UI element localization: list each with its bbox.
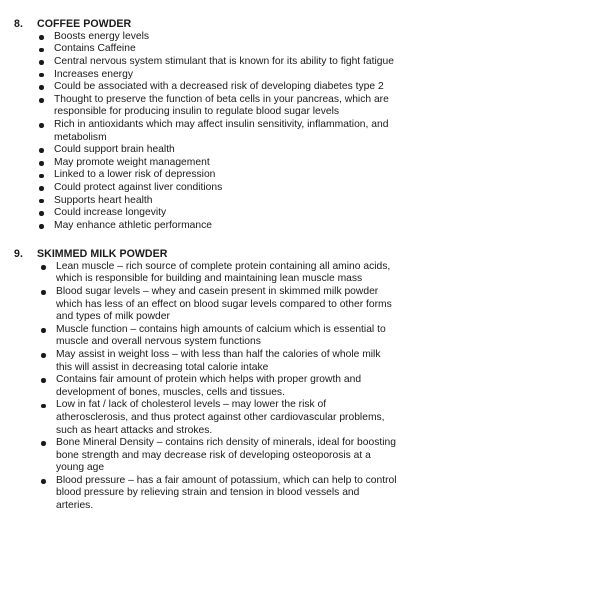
section-skimmed-milk-powder: [0, 248, 600, 513]
list-item: [0, 81, 600, 94]
bullet-icon: [41, 378, 46, 383]
list-item: [0, 475, 600, 513]
list-item: [0, 69, 600, 82]
list-item: [0, 94, 600, 119]
list-item: [0, 119, 600, 144]
bullet-icon: [39, 174, 44, 179]
list-item: [0, 220, 600, 233]
list-item-text: Low in fat / lack of cholesterol levels – may lower the risk of atherosclerosis, and thus protect against other cardiovascular problems, such as heart attacks and strokes.: [56, 399, 385, 436]
section-number: 9.: [14, 248, 23, 260]
list-item-text: May enhance athletic performance: [54, 219, 212, 231]
list-item: [0, 169, 600, 182]
benefit-list: [0, 31, 600, 233]
bullet-icon: [41, 265, 46, 270]
bullet-icon: [39, 186, 44, 191]
bullet-icon: [39, 148, 44, 153]
section-heading: [0, 18, 600, 31]
bullet-icon: [41, 290, 46, 295]
section-coffee-powder: [0, 18, 600, 232]
list-item-text: Central nervous system stimulant that is known for its ability to fight fatigue: [54, 55, 394, 67]
bullet-icon: [39, 73, 44, 78]
list-item-text: Rich in antioxidants which may affect insulin sensitivity, inflammation, and metabolism: [54, 118, 389, 143]
bullet-icon: [39, 48, 44, 53]
list-item-text: Contains fair amount of protein which helps with proper growth and development of bones, muscles, cells and tissues.: [56, 374, 362, 398]
list-item: [0, 56, 600, 69]
list-item: [0, 207, 600, 220]
list-item: [0, 324, 600, 349]
list-item-text: Muscle function – contains high amounts of calcium which is essential to muscle and overall nervous system functions: [56, 323, 386, 348]
list-item: [0, 349, 600, 374]
bullet-icon: [39, 161, 44, 166]
bullet-icon: [39, 123, 44, 128]
bullet-icon: [41, 479, 46, 484]
list-item: [0, 157, 600, 170]
section-title: SKIMMED MILK POWDER: [37, 248, 168, 260]
list-item: [0, 399, 600, 437]
list-item-text: Blood sugar levels – whey and casein present in skimmed milk powder which has less of an effect on blood sugar levels compared to other forms and types of milk powder: [56, 285, 392, 323]
list-item: [0, 195, 600, 208]
list-item: [0, 43, 600, 56]
list-item-text: Supports heart health: [54, 194, 153, 206]
section-number: 8.: [14, 18, 23, 30]
list-item: [0, 374, 600, 399]
list-item-text: Increases energy: [54, 68, 133, 80]
list-item-text: May promote weight management: [54, 156, 210, 168]
list-item: [0, 144, 600, 157]
bullet-icon: [39, 60, 44, 65]
list-item: [0, 261, 600, 286]
list-item-text: Lean muscle – rich source of complete protein containing all amino acids, which is responsible for building and maintaining lean muscle mass: [56, 260, 391, 285]
list-item-text: Could increase longevity: [54, 207, 167, 219]
list-item-text: Bone Mineral Density – contains rich density of minerals, ideal for boosting bone strength and may decrease risk of developing osteoporosis at a young age: [56, 437, 396, 474]
bullet-icon: [39, 199, 44, 204]
bullet-icon: [41, 441, 46, 446]
bullet-icon: [41, 353, 46, 358]
bullet-icon: [39, 211, 44, 216]
section-title: COFFEE POWDER: [37, 18, 132, 30]
list-item: [0, 437, 600, 475]
bullet-icon: [39, 85, 44, 90]
benefit-list: [0, 261, 600, 513]
list-item: [0, 31, 600, 44]
list-item-text: Could support brain health: [54, 144, 175, 156]
bullet-icon: [41, 328, 46, 333]
bullet-icon: [41, 404, 46, 409]
list-item-text: May assist in weight loss – with less than half the calories of whole milk this will assist in decreasing total calorie intake: [56, 348, 381, 373]
list-item-text: Linked to a lower risk of depression: [54, 169, 216, 181]
list-item-text: Could protect against liver conditions: [54, 181, 223, 193]
bullet-icon: [39, 35, 44, 40]
list-item-text: Boosts energy levels: [54, 30, 150, 42]
list-item-text: Thought to preserve the function of beta cells in your pancreas, which are responsible for producing insulin to regulate blood sugar levels: [54, 93, 389, 118]
section-heading: [0, 248, 600, 261]
bullet-icon: [39, 98, 44, 103]
list-item-text: Blood pressure – has a fair amount of potassium, which can help to control blood pressure by relieving strain and tension in blood vessels and arteries.: [56, 474, 397, 512]
list-item: [0, 286, 600, 324]
list-item: [0, 182, 600, 195]
list-item-text: Contains Caffeine: [54, 43, 136, 55]
list-item-text: Could be associated with a decreased risk of developing diabetes type 2: [54, 81, 384, 93]
bullet-icon: [39, 224, 44, 229]
